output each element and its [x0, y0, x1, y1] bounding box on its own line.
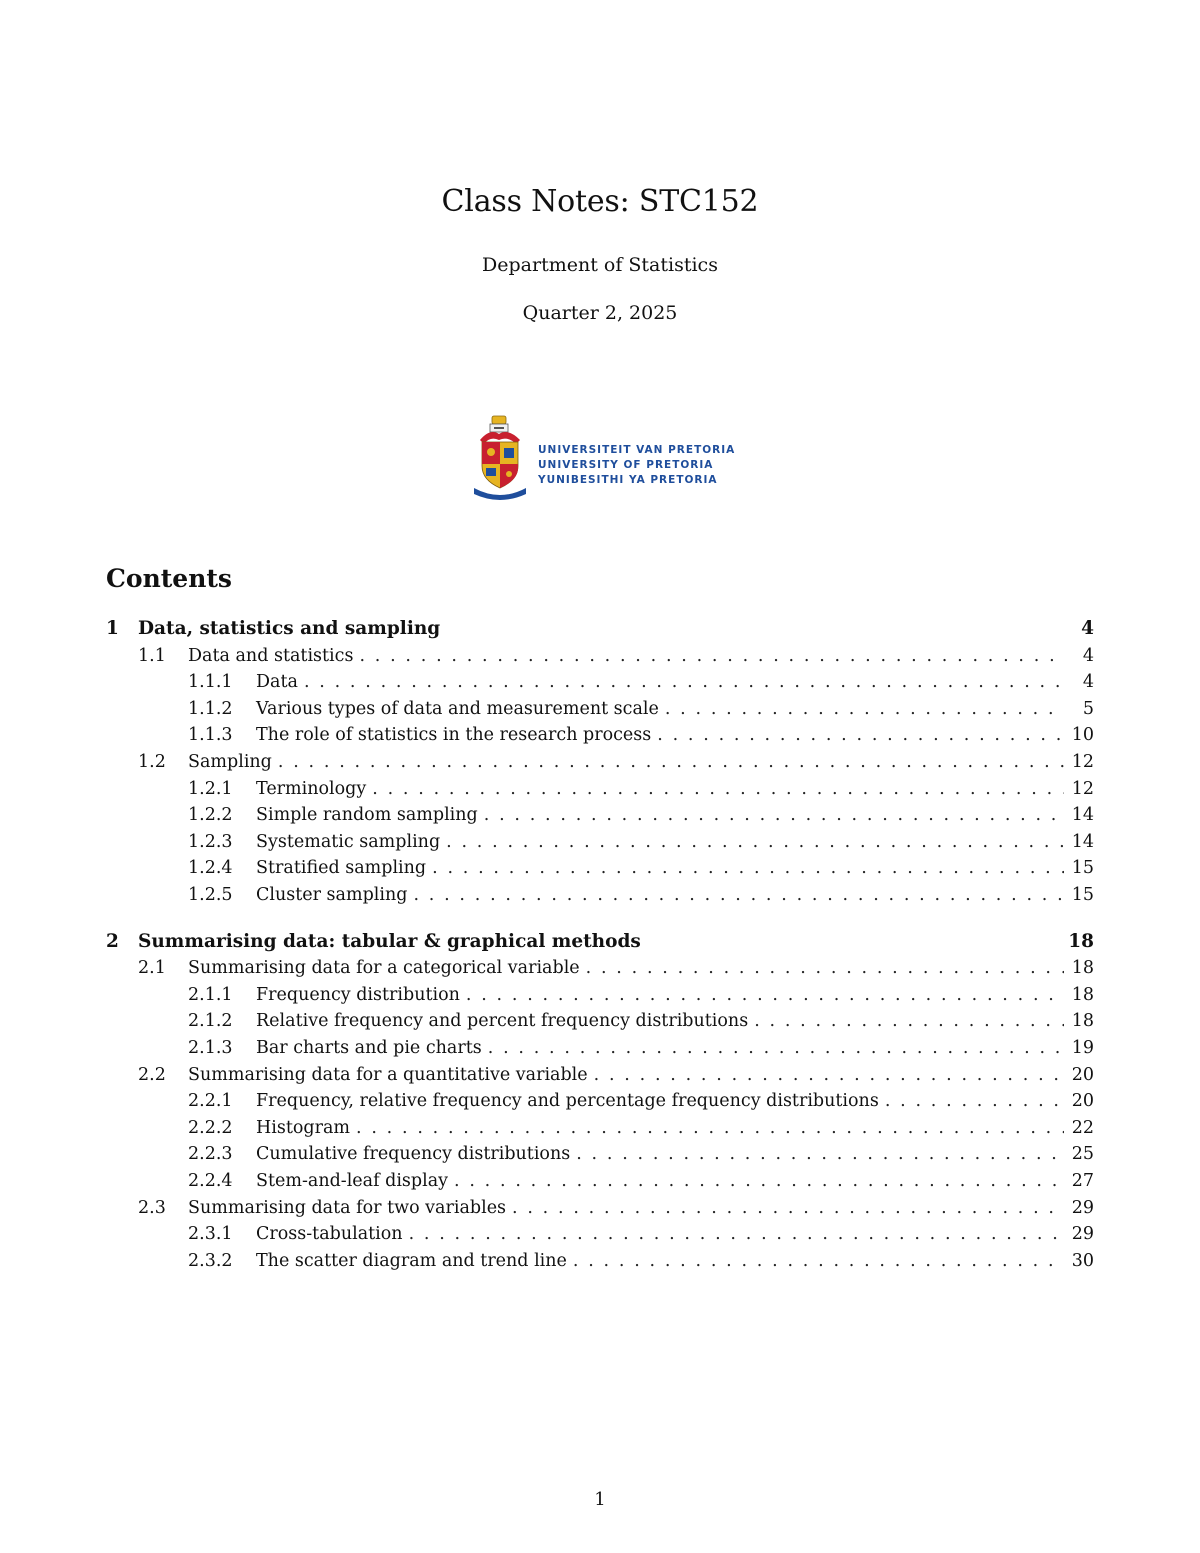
university-name-english: UNIVERSITY OF PRETORIA	[538, 459, 714, 471]
toc-entry-page: 18	[1068, 930, 1094, 952]
toc-entry-page: 18	[1071, 1011, 1094, 1032]
toc-entry-title: Stratified sampling	[256, 858, 427, 879]
toc-section-row[interactable]	[106, 643, 1094, 669]
toc-entry-title: Relative frequency and percent frequency distributions	[256, 1011, 749, 1032]
toc-entry-number: 1.1.1	[188, 672, 233, 693]
toc-section-row[interactable]	[106, 749, 1094, 775]
toc-entry-title: Stem-and-leaf display	[256, 1171, 449, 1191]
toc-entry-number: 1.2.1	[188, 778, 233, 799]
contents-heading: Contents	[106, 564, 233, 593]
toc-subsection-row[interactable]	[106, 776, 1094, 802]
toc-subsection-row[interactable]	[106, 1008, 1094, 1034]
toc-entry-number: 2.2.2	[188, 1117, 233, 1138]
toc-section-row[interactable]	[106, 1195, 1094, 1221]
toc-entry-page: 4	[1082, 672, 1094, 693]
toc-entry-page: 14	[1071, 805, 1094, 826]
university-name	[538, 443, 735, 488]
toc-entry-page: 22	[1071, 1117, 1094, 1138]
toc-entry-title: Histogram	[256, 1117, 351, 1138]
toc-leader-dots	[754, 1008, 1064, 1034]
toc-entry-number: 1.2.2	[188, 805, 233, 826]
toc-leader-dots	[586, 955, 1064, 981]
toc-leader-dots	[665, 696, 1064, 722]
toc-entry-page: 20	[1071, 1064, 1094, 1085]
toc-subsection-row[interactable]	[106, 1035, 1094, 1061]
toc-leader-dots	[466, 982, 1064, 1008]
toc-subsection-row[interactable]	[106, 855, 1094, 881]
toc-leader-dots	[454, 1168, 1064, 1194]
toc-entry-title: Sampling	[188, 752, 272, 772]
toc-entry-title: Various types of data and measurement scale	[256, 698, 659, 719]
toc-subsection-row[interactable]	[106, 1115, 1094, 1141]
toc-chapter-row[interactable]	[106, 929, 1094, 955]
toc-subsection-row[interactable]	[106, 696, 1094, 722]
toc-subsection-row[interactable]	[106, 1248, 1094, 1274]
toc-entry-title: Data and statistics	[188, 645, 354, 666]
toc-entry-number: 1.1.2	[188, 698, 233, 719]
page-number: 1	[594, 1489, 606, 1510]
toc-entry-number: 2.2.3	[188, 1144, 233, 1165]
document-date: Quarter 2, 2025	[522, 302, 678, 324]
toc-entry-title: Cluster sampling	[256, 885, 408, 905]
university-name-afrikaans: UNIVERSITEIT VAN PRETORIA	[538, 444, 736, 456]
toc-entry-number: 1.2.3	[188, 831, 233, 852]
toc-entry-title: Data, statistics and sampling	[138, 618, 441, 639]
toc-entry-number: 1.2.5	[188, 885, 233, 905]
toc-entry-title: Summarising data for a quantitative variable	[188, 1064, 588, 1085]
toc-entry-page: 12	[1071, 752, 1094, 772]
toc-leader-dots	[372, 776, 1064, 802]
toc-entry-number: 2.3.2	[188, 1250, 233, 1271]
toc-entry-title: Frequency, relative frequency and percentage frequency distributions	[256, 1091, 879, 1112]
toc-leader-dots	[304, 669, 1064, 695]
toc-entry-title: Simple random sampling	[256, 805, 478, 826]
toc-subsection-row[interactable]	[106, 722, 1094, 748]
toc-subsection-row[interactable]	[106, 882, 1094, 908]
toc-leader-dots	[885, 1088, 1064, 1114]
toc-entry-page: 19	[1071, 1038, 1094, 1058]
toc-entry-title: The scatter diagram and trend line	[256, 1250, 567, 1271]
toc-leader-dots	[413, 882, 1064, 908]
toc-entry-title: The role of statistics in the research process	[256, 725, 652, 746]
toc-entry-title: Summarising data: tabular & graphical methods	[138, 930, 641, 952]
toc-entry-page: 20	[1071, 1091, 1094, 1112]
toc-entry-page: 12	[1071, 778, 1094, 799]
toc-entry-page: 18	[1071, 958, 1094, 979]
crest-icon	[470, 410, 530, 500]
toc-section-row[interactable]	[106, 955, 1094, 981]
toc-entry-title: Bar charts and pie charts	[256, 1038, 482, 1058]
toc-leader-dots	[432, 855, 1064, 881]
toc-entry-number: 2	[106, 930, 119, 952]
toc-entry-page: 15	[1071, 858, 1094, 879]
toc-leader-dots	[573, 1248, 1064, 1274]
toc-entry-page: 15	[1071, 885, 1094, 905]
toc-entry-page: 29	[1071, 1197, 1094, 1218]
toc-entry-page: 18	[1071, 984, 1094, 1005]
toc-entry-title: Terminology	[256, 778, 367, 799]
toc-entry-page: 4	[1082, 645, 1094, 666]
toc-entry-page: 29	[1071, 1224, 1094, 1245]
toc-entry-number: 2.2	[138, 1064, 166, 1085]
toc-entry-title: Frequency distribution	[256, 984, 460, 1005]
toc-entry-title: Cross-tabulation	[256, 1224, 403, 1245]
toc-leader-dots	[409, 1221, 1064, 1247]
toc-leader-dots	[446, 829, 1064, 855]
university-logo	[470, 410, 736, 500]
toc-entry-page: 4	[1081, 618, 1094, 639]
toc-subsection-row[interactable]	[106, 829, 1094, 855]
toc-subsection-row[interactable]	[106, 1088, 1094, 1114]
toc-entry-title: Data	[256, 672, 298, 693]
toc-entry-number: 2.1.3	[188, 1038, 233, 1058]
toc-entry-number: 2.1.2	[188, 1011, 233, 1032]
toc-section-row[interactable]	[106, 1062, 1094, 1088]
toc-entry-page: 27	[1071, 1171, 1094, 1191]
toc-leader-dots	[657, 722, 1064, 748]
toc-entry-page: 10	[1071, 725, 1094, 746]
toc-entry-number: 2.3	[138, 1197, 166, 1218]
toc-entry-page: 30	[1071, 1250, 1094, 1271]
toc-entry-number: 2.2.4	[188, 1171, 233, 1191]
toc-entry-page: 25	[1071, 1144, 1094, 1165]
toc-leader-dots	[359, 643, 1064, 669]
toc-subsection-row[interactable]	[106, 1221, 1094, 1247]
toc-leader-dots	[488, 1035, 1064, 1061]
toc-subsection-row[interactable]	[106, 982, 1094, 1008]
toc-entry-number: 1.2	[138, 752, 166, 772]
toc-entry-number: 2.1	[138, 958, 166, 979]
toc-entry-title: Summarising data for a categorical variable	[188, 958, 580, 979]
toc-entry-number: 1.1.3	[188, 725, 233, 746]
toc-subsection-row[interactable]	[106, 802, 1094, 828]
toc-subsection-row[interactable]	[106, 669, 1094, 695]
toc-entry-title: Cumulative frequency distributions	[256, 1144, 571, 1165]
toc-entry-number: 1.1	[138, 645, 166, 666]
toc-entry-number: 2.1.1	[188, 984, 233, 1005]
toc-entry-page: 5	[1082, 698, 1094, 719]
toc-entry-number: 2.2.1	[188, 1091, 233, 1112]
toc-leader-dots	[356, 1115, 1064, 1141]
toc-leader-dots	[576, 1141, 1064, 1167]
toc-entry-number: 1.2.4	[188, 858, 233, 879]
toc-entry-title: Systematic sampling	[256, 831, 441, 852]
document-author: Department of Statistics	[482, 254, 718, 276]
toc-entry-number: 2.3.1	[188, 1224, 233, 1245]
toc-leader-dots	[594, 1062, 1064, 1088]
toc-leader-dots	[278, 749, 1064, 775]
document-title: Class Notes: STC152	[441, 184, 759, 219]
toc-leader-dots	[512, 1195, 1064, 1221]
toc-entry-page: 14	[1071, 831, 1094, 852]
toc-entry-number: 1	[106, 618, 119, 639]
toc-subsection-row[interactable]	[106, 1141, 1094, 1167]
toc-leader-dots	[484, 802, 1064, 828]
university-name-sepedi: YUNIBESITHI YA PRETORIA	[538, 474, 718, 486]
toc-subsection-row[interactable]	[106, 1168, 1094, 1194]
toc-chapter-row[interactable]	[106, 616, 1094, 642]
toc-entry-title: Summarising data for two variables	[188, 1197, 507, 1218]
